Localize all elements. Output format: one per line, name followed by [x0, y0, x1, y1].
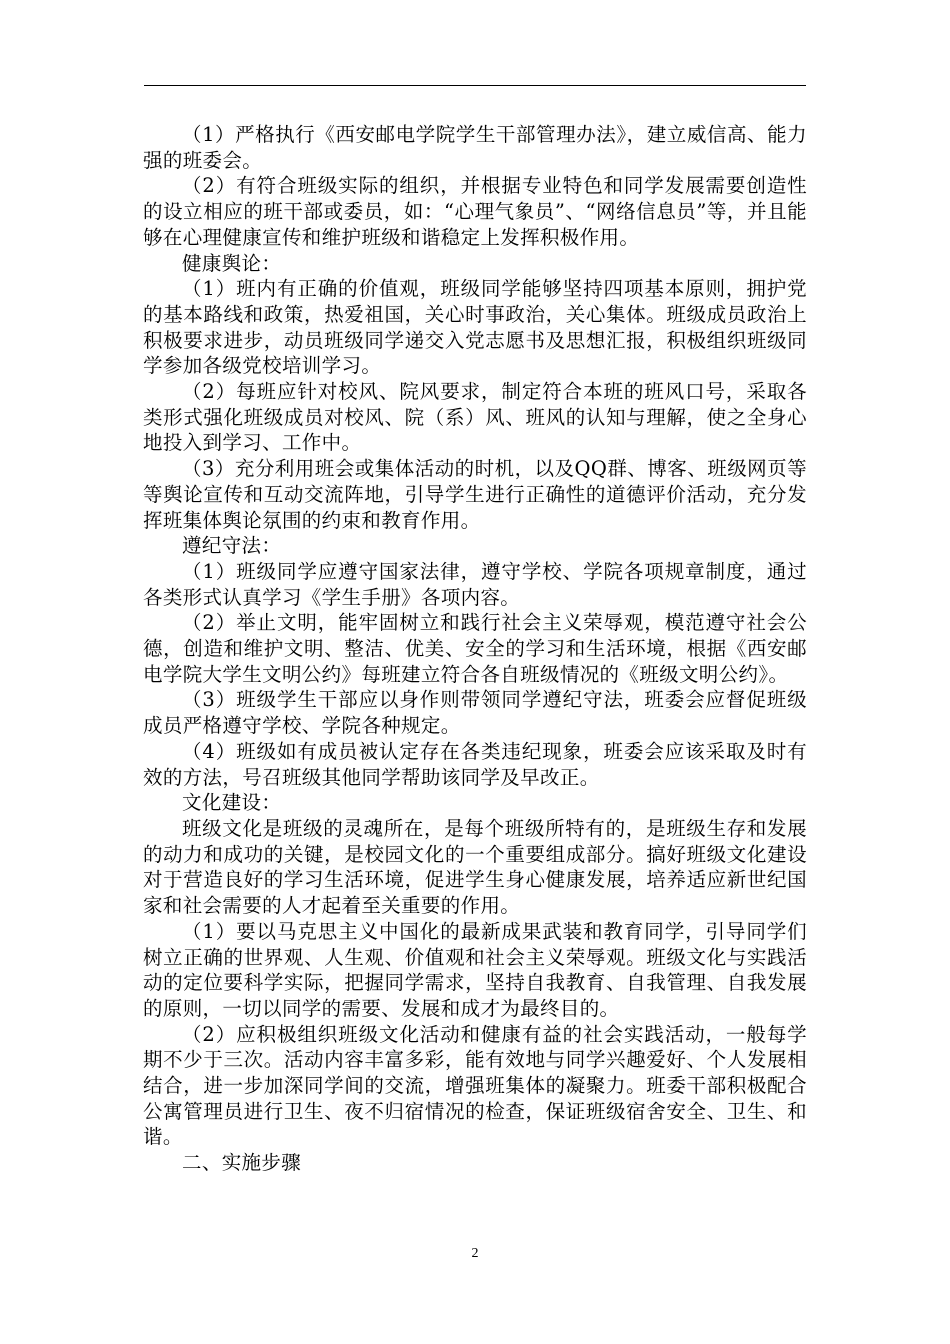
section-heading-culture: 文化建设： [182, 791, 282, 815]
section-heading-discipline: 遵纪守法： [182, 534, 282, 558]
paragraph-discipline-4: （4）班级如有成员被认定存在各类违纪现象，班委会应该采取及时有效的方法，号召班级其他同学帮助该同学及早改正。 [143, 739, 807, 789]
paragraph-opinion-1: （1）班内有正确的价值观，班级同学能够坚持四项基本原则，拥护党的基本路线和政策，热爱祖国，关心时事政治，关心集体。班级成员政治上积极要求进步，动员班级同学递交入党志愿书及思想汇报，积极组织班级同学参加各级党校培训学习。 [143, 277, 807, 378]
section-heading-public-opinion: 健康舆论： [182, 251, 282, 275]
paragraph-leadership-1: （1）严格执行《西安邮电学院学生干部管理办法》，建立威信高、能力强的班委会。 [143, 123, 807, 172]
paragraph-culture-intro: 班级文化是班级的灵魂所在，是每个班级所特有的，是班级生存和发展的动力和成功的关键，是校园文化的一个重要组成部分。搞好班级文化建设对于营造良好的学习生活环境，促进学生身心健康发展，培养适应新世纪国家和社会需要的人才起着至关重要的作用。 [143, 816, 807, 918]
paragraph-culture-2: （2）应积极组织班级文化活动和健康有益的社会实践活动，一般每学期不少于三次。活动内容丰富多彩，能有效地与同学兴趣爱好、个人发展相结合，进一步加深同学间的交流，增强班集体的凝聚力。班委干部积极配合公寓管理员进行卫生、夜不归宿情况的检查，保证班级宿舍安全、卫生、和谐。 [143, 1022, 807, 1149]
paragraph-culture-1: （1）要以马克思主义中国化的最新成果武装和教育同学，引导同学们树立正确的世界观、人生观、价值观和社会主义荣辱观。班级文化与实践活动的定位要科学实际，把握同学需求，坚持自我教育、自我管理、自我发展的原则，一切以同学的需要、发展和成才为最终目的。 [143, 919, 807, 1020]
paragraph-opinion-2: （2）每班应针对校风、院风要求，制定符合本班的班风口号，采取各类形式强化班级成员对校风、院（系）风、班风的认知与理解，使之全身心地投入到学习、工作中。 [143, 380, 807, 455]
page-number: 2 [471, 1246, 479, 1261]
paragraph-leadership-2: （2）有符合班级实际的组织，并根据专业特色和同学发展需要创造性的设立相应的班干部或委员，如：“心理气象员”、“网络信息员”等，并且能够在心理健康宣传和维护班级和谐稳定上发挥积极作用。 [143, 174, 807, 249]
paragraph-discipline-2: （2）举止文明，能牢固树立和践行社会主义荣辱观，模范遵守社会公德，创造和维护文明、整洁、优美、安全的学习和生活环境，根据《西安邮电学院大学生文明公约》每班建立符合各自班级情况的《班级文明公约》。 [143, 611, 807, 686]
header-rule [144, 85, 806, 86]
section-heading-implementation: 二、实施步骤 [182, 1151, 302, 1175]
paragraph-discipline-1: （1）班级同学应遵守国家法律，遵守学校、学院各项规章制度，通过各类形式认真学习《学生手册》各项内容。 [143, 559, 807, 609]
body-text [143, 122, 807, 1176]
paragraph-discipline-3: （3）班级学生干部应以身作则带领同学遵纪守法，班委会应督促班级成员严格遵守学校、学院各种规定。 [143, 688, 807, 738]
paragraph-opinion-3: （3）充分利用班会或集体活动的时机，以及QQ群、博客、班级网页等等舆论宣传和互动交流阵地，引导学生进行正确性的道德评价活动，充分发挥班集体舆论氛围的约束和教育作用。 [143, 457, 807, 532]
